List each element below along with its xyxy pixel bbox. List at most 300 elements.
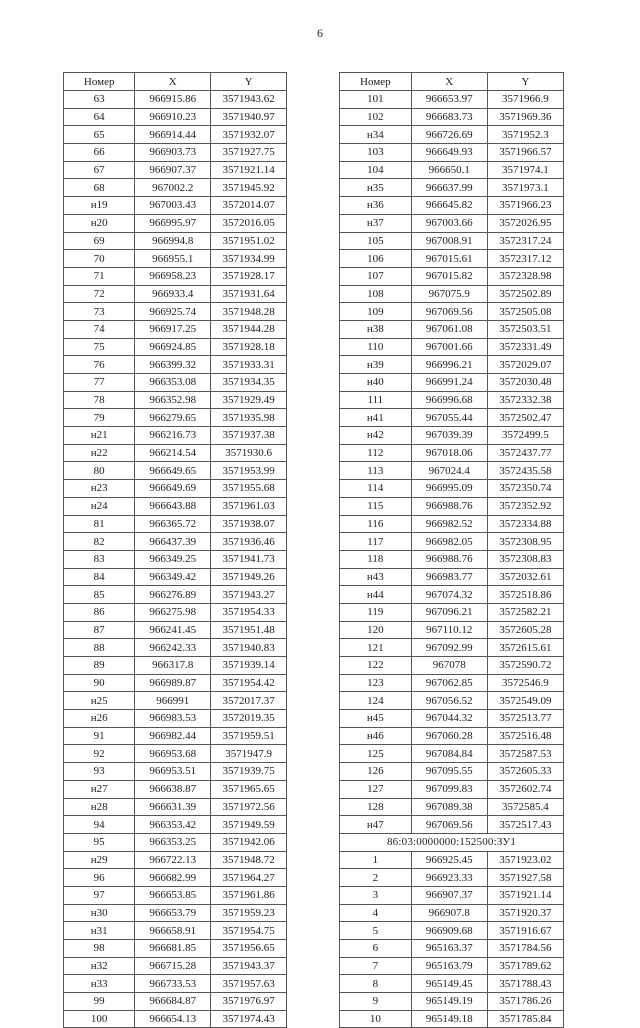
coord-x: 967096.21	[411, 603, 487, 621]
table-row	[64, 533, 287, 551]
point-number: 81	[64, 515, 135, 533]
coord-y: 3572437.77	[487, 444, 563, 462]
point-number: н24	[64, 497, 135, 515]
point-number: н22	[64, 444, 135, 462]
coord-x: 966933.4	[135, 285, 211, 303]
coord-y: 3572334.88	[487, 515, 563, 533]
coord-x: 967089.38	[411, 798, 487, 816]
coord-x: 967069.56	[411, 816, 487, 834]
table-row	[64, 710, 287, 728]
coord-x: 967078	[411, 657, 487, 675]
coord-x: 966684.87	[135, 993, 211, 1011]
table-row	[340, 108, 564, 126]
coord-x: 966982.52	[411, 515, 487, 533]
point-number: 83	[64, 550, 135, 568]
point-number: 3	[340, 886, 412, 904]
table-row	[340, 232, 564, 250]
coord-y: 3571974.43	[211, 1010, 287, 1028]
coord-x: 967039.39	[411, 427, 487, 445]
point-number: 79	[64, 409, 135, 427]
coord-x: 966914.44	[135, 126, 211, 144]
coord-x: 966681.85	[135, 940, 211, 958]
table-row	[340, 674, 564, 692]
coord-y: 3571931.64	[211, 285, 287, 303]
table-row	[64, 427, 287, 445]
coord-x: 966275.98	[135, 603, 211, 621]
coord-y: 3571943.62	[211, 91, 287, 109]
table-row	[64, 480, 287, 498]
point-number: н42	[340, 427, 412, 445]
table-row	[64, 320, 287, 338]
coordinates-table-right	[339, 72, 564, 1028]
point-number: н30	[64, 904, 135, 922]
coord-y: 3571933.31	[211, 356, 287, 374]
header-x: X	[135, 73, 211, 91]
table-row	[340, 816, 564, 834]
table-row	[64, 515, 287, 533]
table-row	[64, 161, 287, 179]
coord-y: 3571964.27	[211, 869, 287, 887]
header-y: Y	[487, 73, 563, 91]
table-row	[64, 179, 287, 197]
coord-y: 3571940.83	[211, 639, 287, 657]
coord-y: 3571928.17	[211, 267, 287, 285]
table-row	[340, 639, 564, 657]
coord-x: 966953.68	[135, 745, 211, 763]
coord-y: 3572502.89	[487, 285, 563, 303]
table-row	[340, 798, 564, 816]
coord-x: 966353.08	[135, 374, 211, 392]
coord-x: 966649.65	[135, 462, 211, 480]
coord-y: 3571957.63	[211, 975, 287, 993]
table-row	[340, 727, 564, 745]
coord-y: 3571934.35	[211, 374, 287, 392]
coord-x: 966653.97	[411, 91, 487, 109]
point-number: н44	[340, 586, 412, 604]
point-number: н26	[64, 710, 135, 728]
coord-x: 966349.42	[135, 568, 211, 586]
coord-y: 3571974.1	[487, 161, 563, 179]
point-number: 120	[340, 621, 412, 639]
coord-y: 3571786.26	[487, 993, 563, 1011]
point-number: н41	[340, 409, 412, 427]
coord-x: 966983.77	[411, 568, 487, 586]
table-row	[64, 374, 287, 392]
coord-x: 966654.13	[135, 1010, 211, 1028]
coord-x: 967055.44	[411, 409, 487, 427]
table-row	[64, 462, 287, 480]
coord-x: 967110.12	[411, 621, 487, 639]
coord-x: 966658.91	[135, 922, 211, 940]
point-number: 126	[340, 763, 412, 781]
table-row	[64, 409, 287, 427]
point-number: н35	[340, 179, 412, 197]
coord-y: 3572308.83	[487, 550, 563, 568]
table-row	[340, 285, 564, 303]
point-number: 100	[64, 1010, 135, 1028]
point-number: 107	[340, 267, 412, 285]
table-row	[340, 409, 564, 427]
coord-x: 966214.54	[135, 444, 211, 462]
coord-x: 966994.8	[135, 232, 211, 250]
point-number: н43	[340, 568, 412, 586]
point-number: н27	[64, 780, 135, 798]
point-number: 104	[340, 161, 412, 179]
point-number: 80	[64, 462, 135, 480]
table-row	[64, 816, 287, 834]
coord-x: 966649.93	[411, 144, 487, 162]
coord-y: 3572317.12	[487, 250, 563, 268]
coord-y: 3572503.51	[487, 320, 563, 338]
point-number: 109	[340, 303, 412, 321]
coord-y: 3571949.59	[211, 816, 287, 834]
coord-y: 3572030.48	[487, 374, 563, 392]
coord-x: 967095.55	[411, 763, 487, 781]
table-row	[64, 303, 287, 321]
coord-y: 3571930.6	[211, 444, 287, 462]
coord-y: 3571955.68	[211, 480, 287, 498]
point-number: 121	[340, 639, 412, 657]
table-row	[64, 232, 287, 250]
coord-y: 3571788.43	[487, 975, 563, 993]
point-number: 114	[340, 480, 412, 498]
coord-x: 966925.45	[411, 851, 487, 869]
table-row	[64, 586, 287, 604]
point-number: 7	[340, 957, 412, 975]
table-row	[64, 975, 287, 993]
table-row	[340, 922, 564, 940]
coord-x: 966995.97	[135, 214, 211, 232]
coord-x: 967056.52	[411, 692, 487, 710]
table-row	[340, 179, 564, 197]
point-number: н45	[340, 710, 412, 728]
coord-y: 3571976.97	[211, 993, 287, 1011]
table-row	[64, 197, 287, 215]
coord-x: 966352.98	[135, 391, 211, 409]
coord-x: 967002.2	[135, 179, 211, 197]
table-row	[340, 462, 564, 480]
table-row	[64, 144, 287, 162]
table-row	[64, 886, 287, 904]
table-row	[64, 1010, 287, 1028]
point-number: н28	[64, 798, 135, 816]
coord-y: 3571927.58	[487, 869, 563, 887]
table-row	[64, 285, 287, 303]
point-number: н23	[64, 480, 135, 498]
point-number: 76	[64, 356, 135, 374]
table-row	[340, 568, 564, 586]
table-header-row	[340, 73, 564, 91]
table-row	[64, 657, 287, 675]
coord-x: 966991.24	[411, 374, 487, 392]
point-number: 106	[340, 250, 412, 268]
table-row	[340, 144, 564, 162]
table-row	[340, 745, 564, 763]
table-row	[64, 957, 287, 975]
coord-x: 965149.18	[411, 1010, 487, 1028]
coord-x: 966276.89	[135, 586, 211, 604]
coord-x: 966631.39	[135, 798, 211, 816]
table-row	[340, 374, 564, 392]
coord-y: 3572499.5	[487, 427, 563, 445]
coord-x: 966995.09	[411, 480, 487, 498]
table-row	[64, 250, 287, 268]
coord-x: 967015.82	[411, 267, 487, 285]
header-number: Номер	[64, 73, 135, 91]
section-label: 86:03:0000000:152500:ЗУ1	[340, 833, 564, 851]
coord-x: 966983.53	[135, 710, 211, 728]
coord-x: 966907.37	[135, 161, 211, 179]
coord-y: 3572605.28	[487, 621, 563, 639]
coord-x: 967069.56	[411, 303, 487, 321]
coord-x: 967060.28	[411, 727, 487, 745]
coord-y: 3571966.23	[487, 197, 563, 215]
table-row	[340, 763, 564, 781]
table-row	[340, 710, 564, 728]
point-number: 99	[64, 993, 135, 1011]
point-number: 70	[64, 250, 135, 268]
point-number: 119	[340, 603, 412, 621]
point-number: н20	[64, 214, 135, 232]
coord-x: 966991	[135, 692, 211, 710]
table-row	[340, 427, 564, 445]
coord-y: 3571916.67	[487, 922, 563, 940]
table-row	[64, 214, 287, 232]
point-number: 90	[64, 674, 135, 692]
point-number: 89	[64, 657, 135, 675]
point-number: 115	[340, 497, 412, 515]
table-row	[64, 763, 287, 781]
coord-x: 966988.76	[411, 497, 487, 515]
coord-y: 3571941.73	[211, 550, 287, 568]
coord-y: 3572518.86	[487, 586, 563, 604]
point-number: 123	[340, 674, 412, 692]
header-x: X	[411, 73, 487, 91]
coord-y: 3571938.07	[211, 515, 287, 533]
coord-y: 3571932.07	[211, 126, 287, 144]
coord-x: 966638.87	[135, 780, 211, 798]
coord-y: 3571934.99	[211, 250, 287, 268]
coord-y: 3571959.51	[211, 727, 287, 745]
coord-y: 3571921.14	[487, 886, 563, 904]
table-row	[340, 533, 564, 551]
point-number: 98	[64, 940, 135, 958]
table-row	[340, 320, 564, 338]
point-number: н40	[340, 374, 412, 392]
point-number: 111	[340, 391, 412, 409]
point-number: 110	[340, 338, 412, 356]
coord-y: 3572605.33	[487, 763, 563, 781]
coord-y: 3571972.56	[211, 798, 287, 816]
table-row	[340, 904, 564, 922]
point-number: 82	[64, 533, 135, 551]
coord-y: 3571936.46	[211, 533, 287, 551]
coord-x: 966365.72	[135, 515, 211, 533]
coord-x: 965149.19	[411, 993, 487, 1011]
point-number: 64	[64, 108, 135, 126]
point-number: 63	[64, 91, 135, 109]
coord-x: 966643.88	[135, 497, 211, 515]
table-row	[340, 497, 564, 515]
coord-y: 3572352.92	[487, 497, 563, 515]
coord-y: 3572582.21	[487, 603, 563, 621]
table-row	[340, 267, 564, 285]
point-number: 9	[340, 993, 412, 1011]
coord-x: 967099.83	[411, 780, 487, 798]
point-number: 87	[64, 621, 135, 639]
point-number: н29	[64, 851, 135, 869]
table-row	[340, 975, 564, 993]
table-row	[340, 603, 564, 621]
coord-x: 966241.45	[135, 621, 211, 639]
coord-x: 966653.85	[135, 886, 211, 904]
coord-y: 3571973.1	[487, 179, 563, 197]
coord-x: 966958.23	[135, 267, 211, 285]
table-row	[340, 250, 564, 268]
point-number: 95	[64, 833, 135, 851]
point-number: 108	[340, 285, 412, 303]
coord-y: 3571928.18	[211, 338, 287, 356]
coord-x: 966996.21	[411, 356, 487, 374]
point-number: 85	[64, 586, 135, 604]
coord-y: 3571948.72	[211, 851, 287, 869]
table-row	[340, 161, 564, 179]
coord-x: 966645.82	[411, 197, 487, 215]
coord-x: 965149.45	[411, 975, 487, 993]
point-number: 74	[64, 320, 135, 338]
table-row	[340, 780, 564, 798]
point-number: 66	[64, 144, 135, 162]
coord-y: 3571929.49	[211, 391, 287, 409]
coord-y: 3571945.92	[211, 179, 287, 197]
table-row	[64, 91, 287, 109]
table-row	[340, 197, 564, 215]
coord-x: 966650.1	[411, 161, 487, 179]
coord-x: 966917.25	[135, 320, 211, 338]
coord-y: 3571939.75	[211, 763, 287, 781]
point-number: н32	[64, 957, 135, 975]
point-number: н31	[64, 922, 135, 940]
point-number: н21	[64, 427, 135, 445]
coord-y: 3572350.74	[487, 480, 563, 498]
coord-y: 3572017.37	[211, 692, 287, 710]
coord-y: 3572505.08	[487, 303, 563, 321]
coord-x: 967024.4	[411, 462, 487, 480]
point-number: н25	[64, 692, 135, 710]
table-row	[64, 904, 287, 922]
coord-x: 967008.91	[411, 232, 487, 250]
coord-x: 966682.99	[135, 869, 211, 887]
coord-y: 3571966.9	[487, 91, 563, 109]
point-number: 4	[340, 904, 412, 922]
table-row	[340, 869, 564, 887]
point-number: н34	[340, 126, 412, 144]
table-row	[64, 780, 287, 798]
table-row	[340, 126, 564, 144]
point-number: 102	[340, 108, 412, 126]
point-number: 65	[64, 126, 135, 144]
coord-y: 3572502.47	[487, 409, 563, 427]
coord-y: 3571943.37	[211, 957, 287, 975]
point-number: 73	[64, 303, 135, 321]
coord-x: 966924.85	[135, 338, 211, 356]
coord-x: 967092.99	[411, 639, 487, 657]
table-row	[64, 940, 287, 958]
coord-x: 967003.43	[135, 197, 211, 215]
table-row	[64, 126, 287, 144]
table-row	[64, 674, 287, 692]
coord-y: 3571953.99	[211, 462, 287, 480]
coord-x: 966733.53	[135, 975, 211, 993]
point-number: 127	[340, 780, 412, 798]
table-row	[340, 303, 564, 321]
point-number: н47	[340, 816, 412, 834]
table-row	[64, 550, 287, 568]
coord-y: 3572029.07	[487, 356, 563, 374]
coord-y: 3572517.43	[487, 816, 563, 834]
point-number: н46	[340, 727, 412, 745]
point-number: 6	[340, 940, 412, 958]
coord-y: 3571927.75	[211, 144, 287, 162]
coord-y: 3572549.09	[487, 692, 563, 710]
point-number: 10	[340, 1010, 412, 1028]
coord-y: 3572585.4	[487, 798, 563, 816]
point-number: 97	[64, 886, 135, 904]
coord-x: 966907.8	[411, 904, 487, 922]
table-row	[64, 639, 287, 657]
table-row	[340, 657, 564, 675]
coord-x: 966982.44	[135, 727, 211, 745]
table-row	[340, 515, 564, 533]
coord-x: 966353.42	[135, 816, 211, 834]
coord-x: 966726.69	[411, 126, 487, 144]
point-number: 93	[64, 763, 135, 781]
table-row	[340, 886, 564, 904]
table-row	[64, 444, 287, 462]
point-number: 68	[64, 179, 135, 197]
coord-y: 3572513.77	[487, 710, 563, 728]
coord-x: 967084.84	[411, 745, 487, 763]
coord-y: 3571954.33	[211, 603, 287, 621]
point-number: н39	[340, 356, 412, 374]
coord-x: 966216.73	[135, 427, 211, 445]
coord-y: 3572014.07	[211, 197, 287, 215]
header-number: Номер	[340, 73, 412, 91]
coord-y: 3571959.23	[211, 904, 287, 922]
coord-x: 966909.68	[411, 922, 487, 940]
coord-x: 967075.9	[411, 285, 487, 303]
coord-y: 3572587.53	[487, 745, 563, 763]
coord-y: 3571785.84	[487, 1010, 563, 1028]
point-number: 105	[340, 232, 412, 250]
table-row	[340, 214, 564, 232]
table-row	[340, 993, 564, 1011]
table-header-row	[64, 73, 287, 91]
coord-x: 966903.73	[135, 144, 211, 162]
point-number: 124	[340, 692, 412, 710]
coord-x: 966437.39	[135, 533, 211, 551]
table-row	[340, 586, 564, 604]
point-number: н38	[340, 320, 412, 338]
point-number: н33	[64, 975, 135, 993]
table-row	[64, 851, 287, 869]
coord-y: 3571948.28	[211, 303, 287, 321]
coord-y: 3571937.38	[211, 427, 287, 445]
coord-x: 967001.66	[411, 338, 487, 356]
table-row	[340, 391, 564, 409]
coord-y: 3571966.57	[487, 144, 563, 162]
coord-y: 3571920.37	[487, 904, 563, 922]
